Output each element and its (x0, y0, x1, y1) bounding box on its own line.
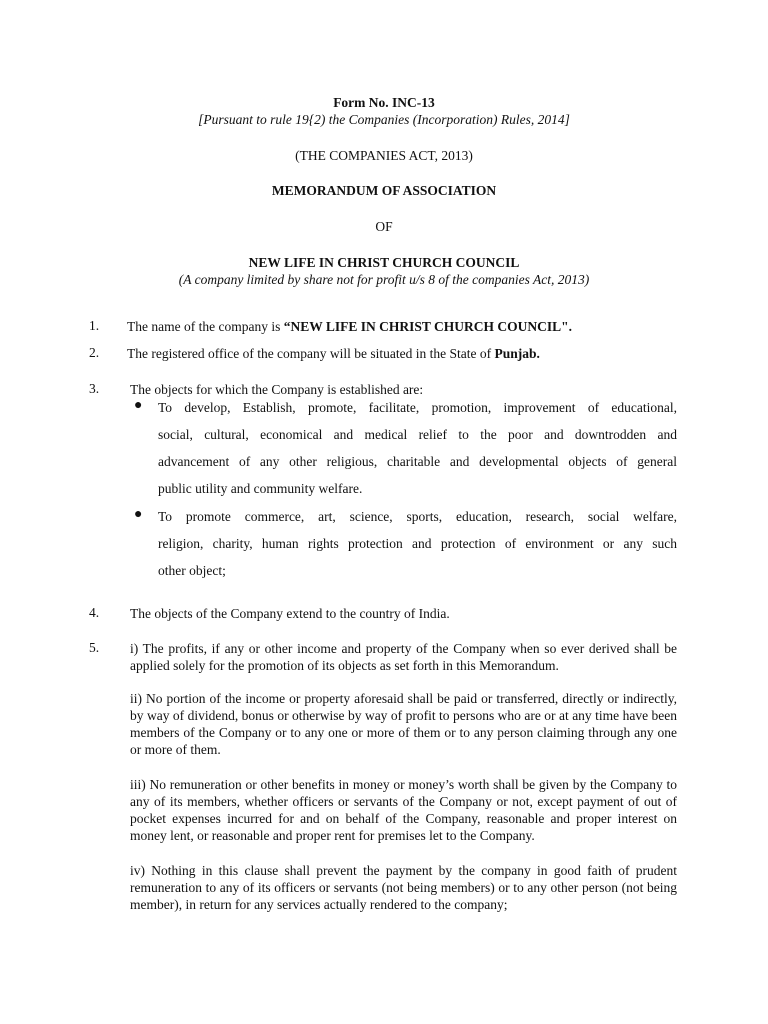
bullet-1-line: social, cultural, economical and medical relief to the poor and downtrodden and (158, 427, 677, 442)
bullet-1-line: advancement of any other religious, charitable and developmental objects of general (158, 454, 677, 469)
clause-1-prefix: The name of the company is (127, 319, 284, 334)
bullet-2-line: other object; (158, 563, 226, 578)
form-number: Form No. INC-13 (333, 95, 435, 110)
company-title: NEW LIFE IN CHRIST CHURCH COUNCIL (248, 255, 520, 270)
clause-1-company-name: “NEW LIFE IN CHRIST CHURCH COUNCIL". (283, 319, 572, 334)
bullet-1-icon: ● (134, 398, 143, 413)
bullet-1-line: To develop, Establish, promote, facilitate, promotion, improvement of educational, (158, 400, 677, 415)
bullet-2-text (158, 503, 677, 584)
pursuant-line: [Pursuant to rule 19{2) the Companies (Incorporation) Rules, 2014] (198, 112, 570, 127)
clause-2-number: 2. (89, 345, 100, 360)
clause-2-prefix: The registered office of the company will be situated in the State of (127, 346, 495, 361)
clause-3-number: 3. (89, 381, 100, 396)
clause-5-sub-iii: iii) No remuneration or other benefits in money or money’s worth shall be given by the Company to any of its members, whether officers or servants of the Company or not, except payment of out of pocket expenses incurred for and on behalf of the Company, reasonable and proper interest on money lent, or reasonable and proper rent for premises let to the Company. (130, 777, 677, 843)
clause-5-sub-ii: ii) No portion of the income or property aforesaid shall be paid or transferred, directly or indirectly, by way of dividend, bonus or otherwise by way of profit to persons who are or at any time have been members of the Company or to any one or more of them or to any person claiming through any one or more of them. (130, 691, 677, 757)
clause-5-sub-i: i) The profits, if any or other income and property of the Company when so ever derived shall be applied solely for the promotion of its objects as set forth in this Memorandum. (130, 641, 677, 673)
clause-4-number: 4. (89, 605, 100, 620)
act-line: (THE COMPANIES ACT, 2013) (295, 148, 473, 163)
bullet-2-line: religion, charity, human rights protection and protection of environment or any such (158, 536, 677, 551)
clause-1-number: 1. (89, 318, 100, 333)
clause-5-number: 5. (89, 640, 100, 655)
bullet-1-text (158, 394, 677, 502)
clause-1-text (127, 318, 674, 335)
bullet-2-line: To promote commerce, art, science, sports, education, research, social welfare, (158, 509, 677, 524)
of-line: OF (375, 219, 393, 234)
clause-2-text (127, 345, 674, 362)
company-subtitle: (A company limited by share not for profit u/s 8 of the companies Act, 2013) (178, 272, 590, 287)
clause-2-state: Punjab. (494, 346, 540, 361)
bullet-2-icon: ● (134, 507, 143, 522)
clause-3-text: The objects for which the Company is established are: (130, 382, 424, 397)
bullet-1-line: public utility and community welfare. (158, 481, 363, 496)
clause-5-sub-iv: iv) Nothing in this clause shall prevent the payment by the company in good faith of prudent remuneration to any of its officers or servants (not being members) or to any other person (not being member), in return for any services actually rendered to the company; (130, 863, 677, 912)
clause-4-text: The objects of the Company extend to the country of India. (130, 606, 450, 621)
memorandum-heading: MEMORANDUM OF ASSOCIATION (271, 183, 497, 198)
